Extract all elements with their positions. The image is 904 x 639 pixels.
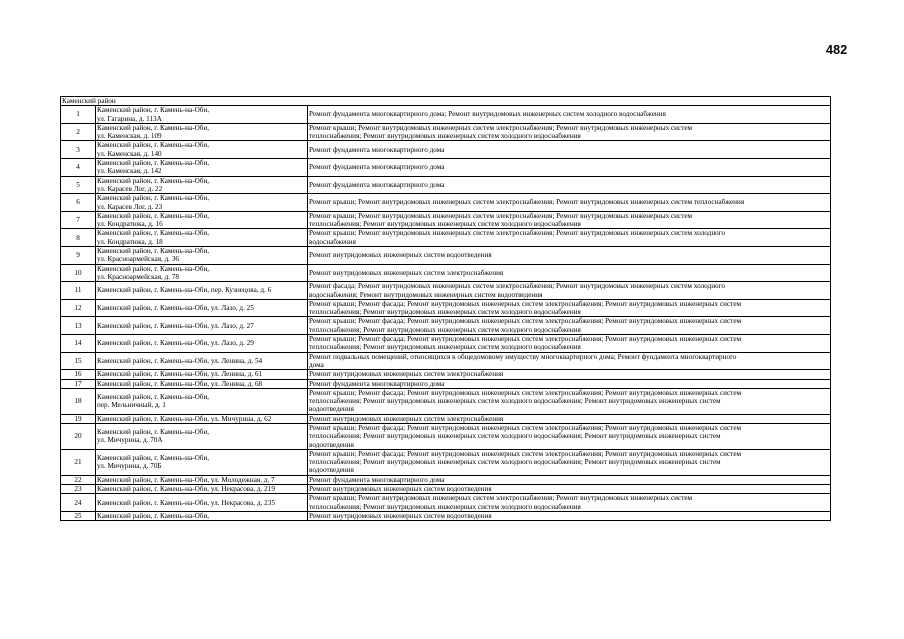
repair-works-line: водоотведения <box>309 405 354 414</box>
repair-works-line: Ремонт фундамента многоквартирного дома <box>309 475 445 484</box>
repair-works-line: Ремонт фундамента многоквартирного дома <box>309 163 445 172</box>
repair-works-line: Ремонт подвальных помещений, относящихся к общедомовому имуществу многоквартирного дома; Ремонт фундамента многоквартирного <box>309 352 737 361</box>
table-row <box>61 423 831 449</box>
repair-works-line: водоснабжения <box>309 237 356 246</box>
table-row <box>61 475 831 484</box>
repair-works-line: Ремонт фасада; Ремонт внутридомовых инженерных систем электроснабжения; Ремонт внутридомовых инженерных систем холодного <box>309 282 725 291</box>
repair-works-line: водоотведения <box>309 440 354 449</box>
address-line: ул. Каменская, д. 142 <box>97 167 162 176</box>
repair-works-line: теплоснабжения; Ремонт внутридомовых инженерных систем холодного водоснабжения <box>309 308 581 317</box>
repair-works-cell <box>308 511 831 520</box>
table-row <box>61 379 831 388</box>
address-line: Каменский район, г. Камень-на-Оби, <box>97 211 210 220</box>
repair-works-line: Ремонт фундамента многоквартирного дома <box>309 379 445 388</box>
table-row <box>61 176 831 194</box>
address-line: Каменский район, г. Камень-на-Оби, ул. Молодежная, д. 7 <box>97 475 275 484</box>
address-cell <box>96 106 308 124</box>
repair-works-cell <box>308 317 831 335</box>
repair-works-cell <box>308 176 831 194</box>
address-line: Каменский район, г. Камень-на-Оби, ул. Ленина, д. 54 <box>97 356 263 365</box>
address-line: Каменский район, г. Камень-на-Оби, ул. Лазо, д. 27 <box>97 321 254 330</box>
repair-works-line: Ремонт внутридомовых инженерных систем водоотведения <box>309 511 492 520</box>
repair-works-line: теплоснабжения; Ремонт внутридомовых инженерных систем холодного водоснабжения <box>309 325 581 334</box>
repair-works-cell <box>308 475 831 484</box>
table-row <box>61 494 831 512</box>
row-number: 20 <box>61 423 96 449</box>
address-line: ул. Каменская, д. 140 <box>97 149 162 158</box>
address-cell <box>96 414 308 423</box>
repair-works-cell <box>308 449 831 475</box>
repair-works-line: Ремонт фундамента многоквартирного дома <box>309 145 445 154</box>
table-row <box>61 159 831 177</box>
row-number: 3 <box>61 141 96 159</box>
row-number: 9 <box>61 247 96 265</box>
repair-works-cell <box>308 106 831 124</box>
address-cell <box>96 299 308 317</box>
repair-works-line: водоснабжения; Ремонт внутридомовых инженерных систем водоотведения <box>309 290 543 299</box>
table-row <box>61 123 831 141</box>
address-cell <box>96 485 308 494</box>
address-line: ул. Мичурина, д. 70Б <box>97 462 162 471</box>
row-number: 6 <box>61 194 96 212</box>
repair-works-line: Ремонт крыши; Ремонт внутридомовых инженерных систем электроснабжения; Ремонт внутридомовых инженерных систем <box>309 211 693 220</box>
address-cell <box>96 194 308 212</box>
table-row <box>61 449 831 475</box>
repair-program-table <box>60 96 831 521</box>
row-number: 24 <box>61 494 96 512</box>
repair-works-cell <box>308 379 831 388</box>
address-cell <box>96 370 308 379</box>
address-cell <box>96 511 308 520</box>
address-cell <box>96 423 308 449</box>
table-row <box>61 141 831 159</box>
repair-works-line: водоотведения <box>309 466 354 475</box>
table-row <box>61 194 831 212</box>
district-header-row <box>61 97 831 106</box>
repair-works-cell <box>308 414 831 423</box>
repair-works-line: теплоснабжения; Ремонт внутридомовых инженерных систем холодного водоснабжения; Ремонт внутридомовых инженерных систем <box>309 397 721 406</box>
table-row <box>61 352 831 370</box>
address-cell <box>96 494 308 512</box>
address-line: Каменский район, г. Камень-на-Оби, ул. Ленина, д. 61 <box>97 370 263 379</box>
table-row <box>61 211 831 229</box>
address-cell <box>96 388 308 414</box>
repair-works-line: Ремонт внутридомовых инженерных систем водоотведения <box>309 251 492 260</box>
repair-works-cell <box>308 159 831 177</box>
row-number: 5 <box>61 176 96 194</box>
row-number: 18 <box>61 388 96 414</box>
address-cell <box>96 475 308 484</box>
repair-works-line: Ремонт крыши; Ремонт внутридомовых инженерных систем электроснабжения; Ремонт внутридомовых инженерных систем теплоснабжения <box>309 198 745 207</box>
row-number: 4 <box>61 159 96 177</box>
address-line: ул. Мичурина, д. 70А <box>97 436 163 445</box>
repair-works-line: Ремонт внутридомовых инженерных систем электроснабжения <box>309 268 504 277</box>
row-number: 12 <box>61 299 96 317</box>
row-number: 13 <box>61 317 96 335</box>
address-line: Каменский район, г. Камень-на-Оби, <box>97 229 210 238</box>
address-line: ул. Кондратюка, д. 16 <box>97 220 163 229</box>
row-number: 17 <box>61 379 96 388</box>
address-line: ул. Карасев Лог, д. 22 <box>97 184 163 193</box>
address-cell <box>96 282 308 300</box>
repair-works-line: дома <box>309 360 324 369</box>
address-line: ул. Гагарина, д. 113А <box>97 114 162 123</box>
table-row <box>61 299 831 317</box>
address-cell <box>96 449 308 475</box>
row-number: 2 <box>61 123 96 141</box>
row-number: 25 <box>61 511 96 520</box>
repair-works-cell <box>308 370 831 379</box>
address-line: Каменский район, г. Камень-на-Оби, ул. Мичурина, д. 62 <box>97 414 272 423</box>
address-line: Каменский район, г. Камень-на-Оби, <box>97 194 210 203</box>
row-number: 1 <box>61 106 96 124</box>
repair-works-line: Ремонт крыши; Ремонт фасада; Ремонт внутридомовых инженерных систем электроснабжения; Ремонт внутридомовых инженерных систем <box>309 423 742 432</box>
address-cell <box>96 352 308 370</box>
address-cell <box>96 159 308 177</box>
repair-works-cell <box>308 211 831 229</box>
repair-works-line: теплоснабжения; Ремонт внутридомовых инженерных систем холодного водоснабжения <box>309 132 581 141</box>
district-name: Каменский район <box>61 97 831 106</box>
address-line: ул. Каменская, д. 109 <box>97 132 162 141</box>
repair-works-cell <box>308 229 831 247</box>
address-line: Каменский район, г. Камень-на-Оби, <box>97 392 210 401</box>
repair-works-line: Ремонт крыши; Ремонт фасада; Ремонт внутридомовых инженерных систем электроснабжения; Ремонт внутридомовых инженерных систем <box>309 388 742 397</box>
repair-works-line: Ремонт крыши; Ремонт фасада; Ремонт внутридомовых инженерных систем электроснабжения; Ремонт внутридомовых инженерных систем <box>309 335 742 344</box>
address-cell <box>96 379 308 388</box>
table-row <box>61 317 831 335</box>
repair-works-cell <box>308 123 831 141</box>
repair-works-cell <box>308 299 831 317</box>
page-number: 482 <box>826 43 848 57</box>
repair-works-cell <box>308 335 831 353</box>
repair-works-line: Ремонт внутридомовых инженерных систем электроснабжения <box>309 370 504 379</box>
address-line: Каменский район, г. Камень-на-Оби, ул. Некрасова, д. 235 <box>97 498 275 507</box>
address-line: Каменский район, г. Камень-на-Оби, ул. Лазо, д. 25 <box>97 303 254 312</box>
repair-works-cell <box>308 247 831 265</box>
table-row <box>61 414 831 423</box>
address-line: Каменский район, г. Камень-на-Оби, пер. Кузнецова, д. 6 <box>97 286 272 295</box>
repair-works-cell <box>308 352 831 370</box>
table-row <box>61 282 831 300</box>
repair-works-line: теплоснабжения; Ремонт внутридомовых инженерных систем холодного водоснабжения <box>309 343 581 352</box>
table-row <box>61 388 831 414</box>
address-line: Каменский район, г. Камень-на-Оби, <box>97 428 210 437</box>
address-line: Каменский район, г. Камень-на-Оби, ул. Ленина, д. 68 <box>97 379 263 388</box>
repair-works-line: Ремонт внутридомовых инженерных систем электроснабжения <box>309 414 504 423</box>
table-body <box>61 97 831 521</box>
repair-works-line: теплоснабжения; Ремонт внутридомовых инженерных систем холодного водоснабжения; Ремонт внутридомовых инженерных систем <box>309 432 721 441</box>
table-row <box>61 485 831 494</box>
address-line: Каменский район, г. Камень-на-Оби, <box>97 454 210 463</box>
repair-works-line: Ремонт крыши; Ремонт внутридомовых инженерных систем электроснабжения; Ремонт внутридомовых инженерных систем <box>309 123 693 132</box>
address-line: Каменский район, г. Камень-на-Оби, <box>97 106 210 115</box>
table-row <box>61 247 831 265</box>
repair-works-line: теплоснабжения; Ремонт внутридомовых инженерных систем холодного водоснабжения; Ремонт внутридомовых инженерных систем <box>309 458 721 467</box>
table-row <box>61 264 831 282</box>
table-row <box>61 106 831 124</box>
address-cell <box>96 229 308 247</box>
repair-works-line: теплоснабжения; Ремонт внутридомовых инженерных систем холодного водоснабжения <box>309 502 581 511</box>
row-number: 16 <box>61 370 96 379</box>
repair-works-cell <box>308 494 831 512</box>
table-row <box>61 335 831 353</box>
address-line: Каменский район, г. Камень-на-Оби, <box>97 247 210 256</box>
repair-works-cell <box>308 423 831 449</box>
repair-works-cell <box>308 194 831 212</box>
table-row <box>61 229 831 247</box>
address-cell <box>96 335 308 353</box>
repair-works-line: Ремонт крыши; Ремонт фасада; Ремонт внутридомовых инженерных систем электроснабжения; Ремонт внутридомовых инженерных систем <box>309 317 742 326</box>
repair-works-line: теплоснабжения; Ремонт внутридомовых инженерных систем холодного водоснабжения <box>309 220 581 229</box>
repair-works-cell <box>308 485 831 494</box>
repair-works-cell <box>308 264 831 282</box>
table-row <box>61 370 831 379</box>
repair-works-line: Ремонт крыши; Ремонт внутридомовых инженерных систем электроснабжения; Ремонт внутридомовых инженерных систем <box>309 494 693 503</box>
address-line: ул. Красноармейская, д. 78 <box>97 272 180 281</box>
address-line: ул. Красноармейская, д. 36 <box>97 255 180 264</box>
row-number: 11 <box>61 282 96 300</box>
repair-works-line: Ремонт крыши; Ремонт фасада; Ремонт внутридомовых инженерных систем электроснабжения; Ремонт внутридомовых инженерных систем <box>309 449 742 458</box>
address-cell <box>96 123 308 141</box>
address-line: Каменский район, г. Камень-на-Оби, <box>97 511 210 520</box>
row-number: 19 <box>61 414 96 423</box>
row-number: 10 <box>61 264 96 282</box>
address-cell <box>96 264 308 282</box>
address-line: Каменский район, г. Камень-на-Оби, ул. Лазо, д. 29 <box>97 339 254 348</box>
address-line: Каменский район, г. Камень-на-Оби, <box>97 159 210 168</box>
repair-works-cell <box>308 388 831 414</box>
row-number: 14 <box>61 335 96 353</box>
row-number: 21 <box>61 449 96 475</box>
repair-works-line: Ремонт крыши; Ремонт фасада; Ремонт внутридомовых инженерных систем электроснабжения; Ремонт внутридомовых инженерных систем <box>309 299 742 308</box>
repair-works-cell <box>308 141 831 159</box>
row-number: 7 <box>61 211 96 229</box>
repair-works-line: Ремонт фундамента многоквартирного дома; Ремонт внутридомовых инженерных систем холодного водоснабжения <box>309 110 666 119</box>
address-line: пер. Мельничный, д. 1 <box>97 401 166 410</box>
repair-works-line: Ремонт внутридомовых инженерных систем водоотведения <box>309 485 492 494</box>
address-cell <box>96 176 308 194</box>
address-line: Каменский район, г. Камень-на-Оби, <box>97 264 210 273</box>
address-line: ул. Карасев Лог, д. 23 <box>97 202 163 211</box>
row-number: 15 <box>61 352 96 370</box>
address-line: Каменский район, г. Камень-на-Оби, ул. Некрасова, д. 219 <box>97 485 275 494</box>
row-number: 8 <box>61 229 96 247</box>
address-line: Каменский район, г. Камень-на-Оби, <box>97 141 210 150</box>
repair-works-line: Ремонт крыши; Ремонт внутридомовых инженерных систем электроснабжения; Ремонт внутридомовых инженерных систем холодного <box>309 229 726 238</box>
address-line: Каменский район, г. Камень-на-Оби, <box>97 176 210 185</box>
address-cell <box>96 317 308 335</box>
address-line: ул. Кондратюка, д. 18 <box>97 237 163 246</box>
address-line: Каменский район, г. Камень-на-Оби, <box>97 123 210 132</box>
address-cell <box>96 211 308 229</box>
repair-works-line: Ремонт фундамента многоквартирного дома <box>309 180 445 189</box>
row-number: 23 <box>61 485 96 494</box>
table-row <box>61 511 831 520</box>
address-cell <box>96 247 308 265</box>
address-cell <box>96 141 308 159</box>
repair-works-cell <box>308 282 831 300</box>
row-number: 22 <box>61 475 96 484</box>
